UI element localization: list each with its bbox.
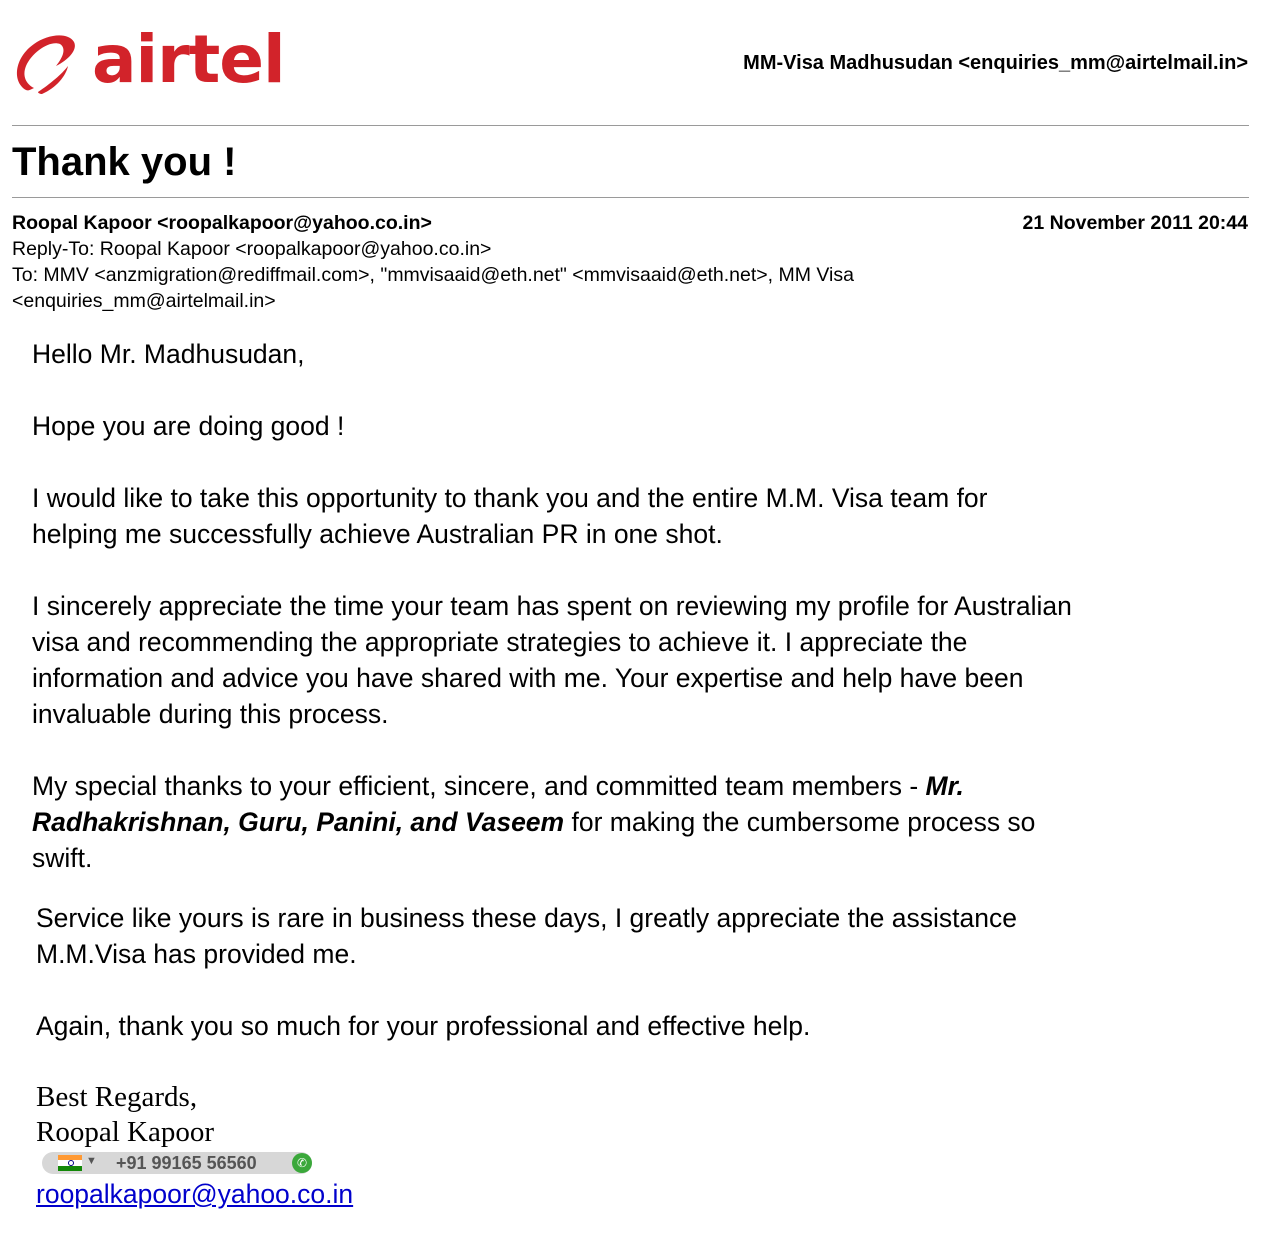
signature-closing: Best Regards, <box>36 1081 198 1113</box>
header-divider <box>12 125 1249 126</box>
paragraph-again-thanks: Again, thank you so much for your professional and effective help. <box>36 1011 811 1041</box>
message-subject: Thank you ! <box>12 140 237 184</box>
signature-name: Roopal Kapoor <box>36 1116 214 1148</box>
message-date: 21 November 2011 20:44 <box>1022 212 1248 234</box>
phone-number-widget[interactable] <box>42 1152 312 1174</box>
account-label: MM-Visa Madhusudan <enquiries_mm@airtelmail.in> <box>743 52 1248 74</box>
paragraph-thanks: I would like to take this opportunity to thank you and the entire M.M. Visa team for helping me successfully achieve Australian PR in one shot. <box>32 483 988 549</box>
paragraph-appreciation: I sincerely appreciate the time your team has spent on reviewing my profile for Australian visa and recommending the appropriate strategies to achieve it. I appreciate the information and advice you have shared with me. Your expertise and help have been invaluable during this process. <box>32 591 1072 729</box>
phone-call-icon[interactable]: ✆ <box>292 1153 312 1173</box>
chevron-down-icon[interactable]: ▼ <box>86 1155 97 1167</box>
airtel-logo-icon <box>10 30 80 100</box>
signature-email-link[interactable]: roopalkapoor@yahoo.co.in <box>36 1179 354 1209</box>
subject-divider <box>12 197 1249 198</box>
india-flag-icon <box>58 1155 82 1171</box>
message-from: Roopal Kapoor <roopalkapoor@yahoo.co.in> <box>12 212 432 234</box>
airtel-logo <box>10 21 285 102</box>
paragraph-special-thanks: My special thanks to your efficient, sincere, and committed team members - Mr. Radhakrishnan, Guru, Panini, and Vaseem for making the cumbersome process so swift. <box>32 771 1036 873</box>
paragraph-hope: Hope you are doing good ! <box>32 411 345 441</box>
message-to-continued: <enquiries_mm@airtelmail.in> <box>12 290 276 312</box>
greeting: Hello Mr. Madhusudan, <box>32 339 305 369</box>
paragraph-service: Service like yours is rare in business these days, I greatly appreciate the assistance M.M.Visa has provided me. <box>36 903 1017 969</box>
brand-wordmark: airtel <box>92 21 285 98</box>
message-to: To: MMV <anzmigration@rediffmail.com>, "mmvisaaid@eth.net" <mmvisaaid@eth.net>, MM Visa <box>12 264 854 286</box>
message-reply-to: Reply-To: Roopal Kapoor <roopalkapoor@yahoo.co.in> <box>12 238 492 260</box>
team-names: Mr. <box>925 771 964 801</box>
phone-number: +91 99165 56560 <box>116 1153 257 1173</box>
team-names-continued: Radhakrishnan, Guru, Panini, and Vaseem <box>32 807 565 837</box>
